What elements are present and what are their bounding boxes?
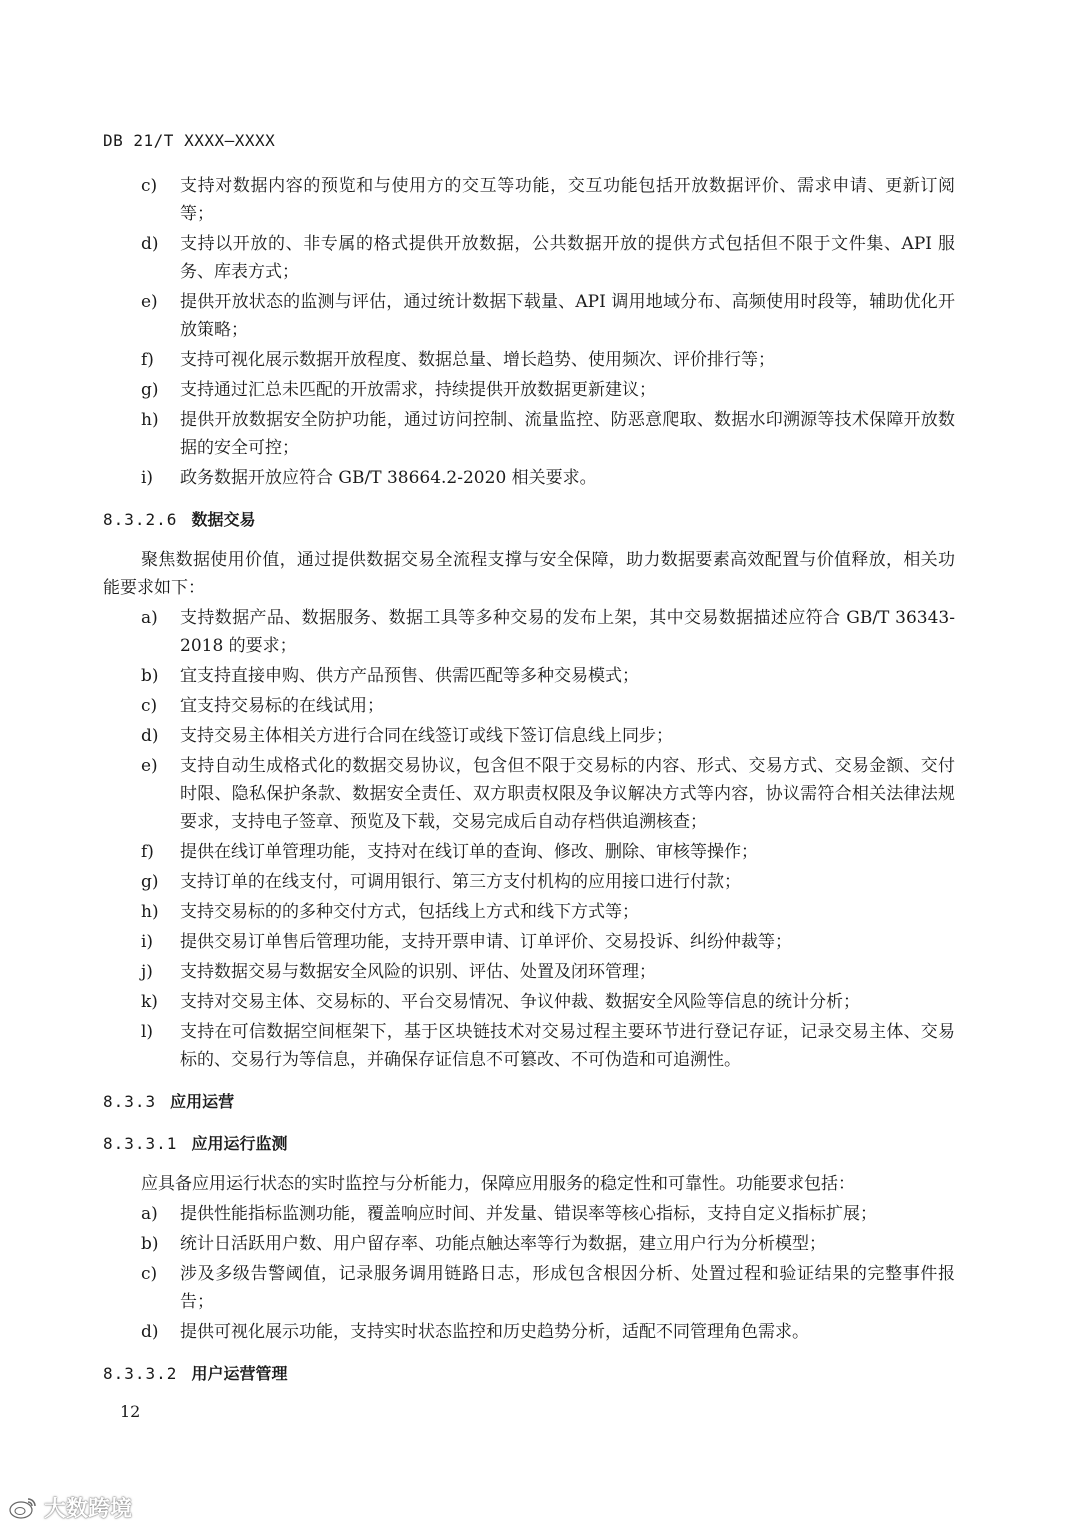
list-item-text: 支持通过汇总未匹配的开放需求，持续提供开放数据更新建议； — [180, 380, 656, 400]
list-item — [103, 868, 955, 896]
list-item-text: 支持以开放的、非专属的格式提供开放数据，公共数据开放的提供方式包括但不限于文件集、API 服务、库表方式； — [180, 234, 955, 282]
list-item — [103, 988, 955, 1016]
list-marker: c) — [141, 1264, 158, 1284]
list-item-text: 支持交易主体相关方进行合同在线签订或线下签订信息线上同步； — [180, 726, 673, 746]
list-item — [103, 172, 955, 228]
list-block-1 — [103, 172, 955, 492]
watermark-text: 大数跨境 — [44, 1497, 133, 1522]
list-marker: e) — [141, 292, 158, 312]
list-item-text: 支持在可信数据空间框架下，基于区块链技术对交易过程主要环节进行登记存证，记录交易主体、交易标的、交易行为等信息，并确保存证信息不可篡改、不可伪造和可追溯性。 — [180, 1022, 955, 1070]
list-item — [103, 406, 955, 462]
list-item-text: 支持对数据内容的预览和与使用方的交互等功能，交互功能包括开放数据评价、需求申请、更新订阅等； — [180, 176, 955, 224]
list-item-text: 统计日活跃用户数、用户留存率、功能点触达率等行为数据，建立用户行为分析模型； — [180, 1234, 826, 1254]
list-item — [103, 722, 955, 750]
section-number: 8.3.3.2 — [103, 1364, 178, 1383]
list-marker: g) — [141, 872, 159, 892]
list-item-text: 支持对交易主体、交易标的、平台交易情况、争议仲裁、数据安全风险等信息的统计分析； — [180, 992, 860, 1012]
list-item — [103, 1230, 955, 1258]
page-content — [103, 172, 955, 1400]
section-heading-8331 — [103, 1130, 955, 1158]
list-item-text: 支持可视化展示数据开放程度、数据总量、增长趋势、使用频次、评价排行等； — [180, 350, 775, 370]
list-item — [103, 928, 955, 956]
list-item-text: 支持数据产品、数据服务、数据工具等多种交易的发布上架，其中交易数据描述应符合 GB/T 36343-2018 的要求； — [180, 608, 955, 656]
list-marker: l) — [141, 1022, 154, 1042]
weibo-logo-icon — [8, 1496, 38, 1520]
list-item-text: 宜支持直接申购、供方产品预售、供需匹配等多种交易模式； — [180, 666, 639, 686]
list-item — [103, 692, 955, 720]
list-item-text: 提供可视化展示功能，支持实时状态监控和历史趋势分析，适配不同管理角色需求。 — [180, 1322, 809, 1342]
section-number: 8.3.3 — [103, 1092, 157, 1111]
list-item — [103, 288, 955, 344]
list-item — [103, 1200, 955, 1228]
document-code-header: DB 21/T XXXX—XXXX — [103, 131, 276, 150]
list-marker: d) — [141, 726, 159, 746]
list-marker: b) — [141, 1234, 159, 1254]
list-item-text: 提供开放状态的监测与评估，通过统计数据下载量、API 调用地域分布、高频使用时段等，辅助优化开放策略； — [180, 292, 955, 340]
page-number: 12 — [120, 1402, 141, 1421]
list-item-text: 提供交易订单售后管理功能，支持开票申请、订单评价、交易投诉、纠纷仲裁等； — [180, 932, 792, 952]
list-marker: d) — [141, 1322, 159, 1342]
list-block-8331 — [103, 1200, 955, 1346]
section-title: 应用运营 — [170, 1092, 235, 1111]
list-item — [103, 346, 955, 374]
section-title: 用户运营管理 — [191, 1364, 288, 1383]
list-item-text: 支持订单的在线支付，可调用银行、第三方支付机构的应用接口进行付款； — [180, 872, 741, 892]
list-block-8326 — [103, 604, 955, 1074]
list-item-text: 提供性能指标监测功能，覆盖响应时间、并发量、错误率等核心指标，支持自定义指标扩展； — [180, 1204, 877, 1224]
list-item-text: 支持自动生成格式化的数据交易协议，包含但不限于交易标的内容、形式、交易方式、交易金额、交付时限、隐私保护条款、数据安全责任、双方职责权限及争议解决方式等内容，协议需符合相关法律法规要求，支持电子签章、预览及下载，交易完成后自动存档供追溯核查； — [180, 756, 955, 832]
section-title: 数据交易 — [191, 510, 256, 529]
list-item-text: 支持交易标的的多种交付方式，包括线上方式和线下方式等； — [180, 902, 639, 922]
list-item — [103, 464, 955, 492]
list-item-text: 政务数据开放应符合 GB/T 38664.2-2020 相关要求。 — [180, 468, 597, 488]
list-item-text: 涉及多级告警阈值，记录服务调用链路日志，形成包含根因分析、处置过程和验证结果的完整事件报告； — [180, 1264, 955, 1312]
list-item — [103, 898, 955, 926]
list-item — [103, 838, 955, 866]
list-marker: j) — [141, 962, 153, 982]
list-marker: f) — [141, 842, 154, 862]
list-item — [103, 752, 955, 836]
section-number: 8.3.2.6 — [103, 510, 178, 529]
list-marker: h) — [141, 410, 159, 430]
list-item — [103, 958, 955, 986]
list-marker: c) — [141, 696, 158, 716]
section-heading-8332 — [103, 1360, 955, 1388]
section-heading-833 — [103, 1088, 955, 1116]
list-marker: i) — [141, 932, 154, 952]
list-marker: h) — [141, 902, 159, 922]
list-marker: a) — [141, 608, 158, 628]
list-item-text: 宜支持交易标的在线试用； — [180, 696, 384, 716]
list-item-text: 支持数据交易与数据安全风险的识别、评估、处置及闭环管理； — [180, 962, 656, 982]
section-intro: 聚焦数据使用价值，通过提供数据交易全流程支撑与安全保障，助力数据要素高效配置与价值释放，相关功能要求如下： — [103, 550, 955, 598]
list-item — [103, 1018, 955, 1074]
list-marker: g) — [141, 380, 159, 400]
section-intro: 应具备应用运行状态的实时监控与分析能力，保障应用服务的稳定性和可靠性。功能要求包括： — [141, 1174, 855, 1194]
watermark — [8, 1492, 132, 1523]
section-heading-8326 — [103, 506, 955, 534]
list-item — [103, 230, 955, 286]
list-item — [103, 376, 955, 404]
section-number: 8.3.3.1 — [103, 1134, 178, 1153]
list-marker: i) — [141, 468, 154, 488]
list-item — [103, 604, 955, 660]
list-marker: a) — [141, 1204, 158, 1224]
list-item — [103, 662, 955, 690]
list-item — [103, 1318, 955, 1346]
list-item-text: 提供在线订单管理功能，支持对在线订单的查询、修改、删除、审核等操作； — [180, 842, 758, 862]
list-marker: d) — [141, 234, 159, 254]
section-title: 应用运行监测 — [191, 1134, 288, 1153]
list-marker: c) — [141, 176, 158, 196]
list-item-text: 提供开放数据安全防护功能，通过访问控制、流量监控、防恶意爬取、数据水印溯源等技术保障开放数据的安全可控； — [180, 410, 955, 458]
list-marker: b) — [141, 666, 159, 686]
list-marker: e) — [141, 756, 158, 776]
list-item — [103, 1260, 955, 1316]
list-marker: f) — [141, 350, 154, 370]
list-marker: k) — [141, 992, 158, 1012]
